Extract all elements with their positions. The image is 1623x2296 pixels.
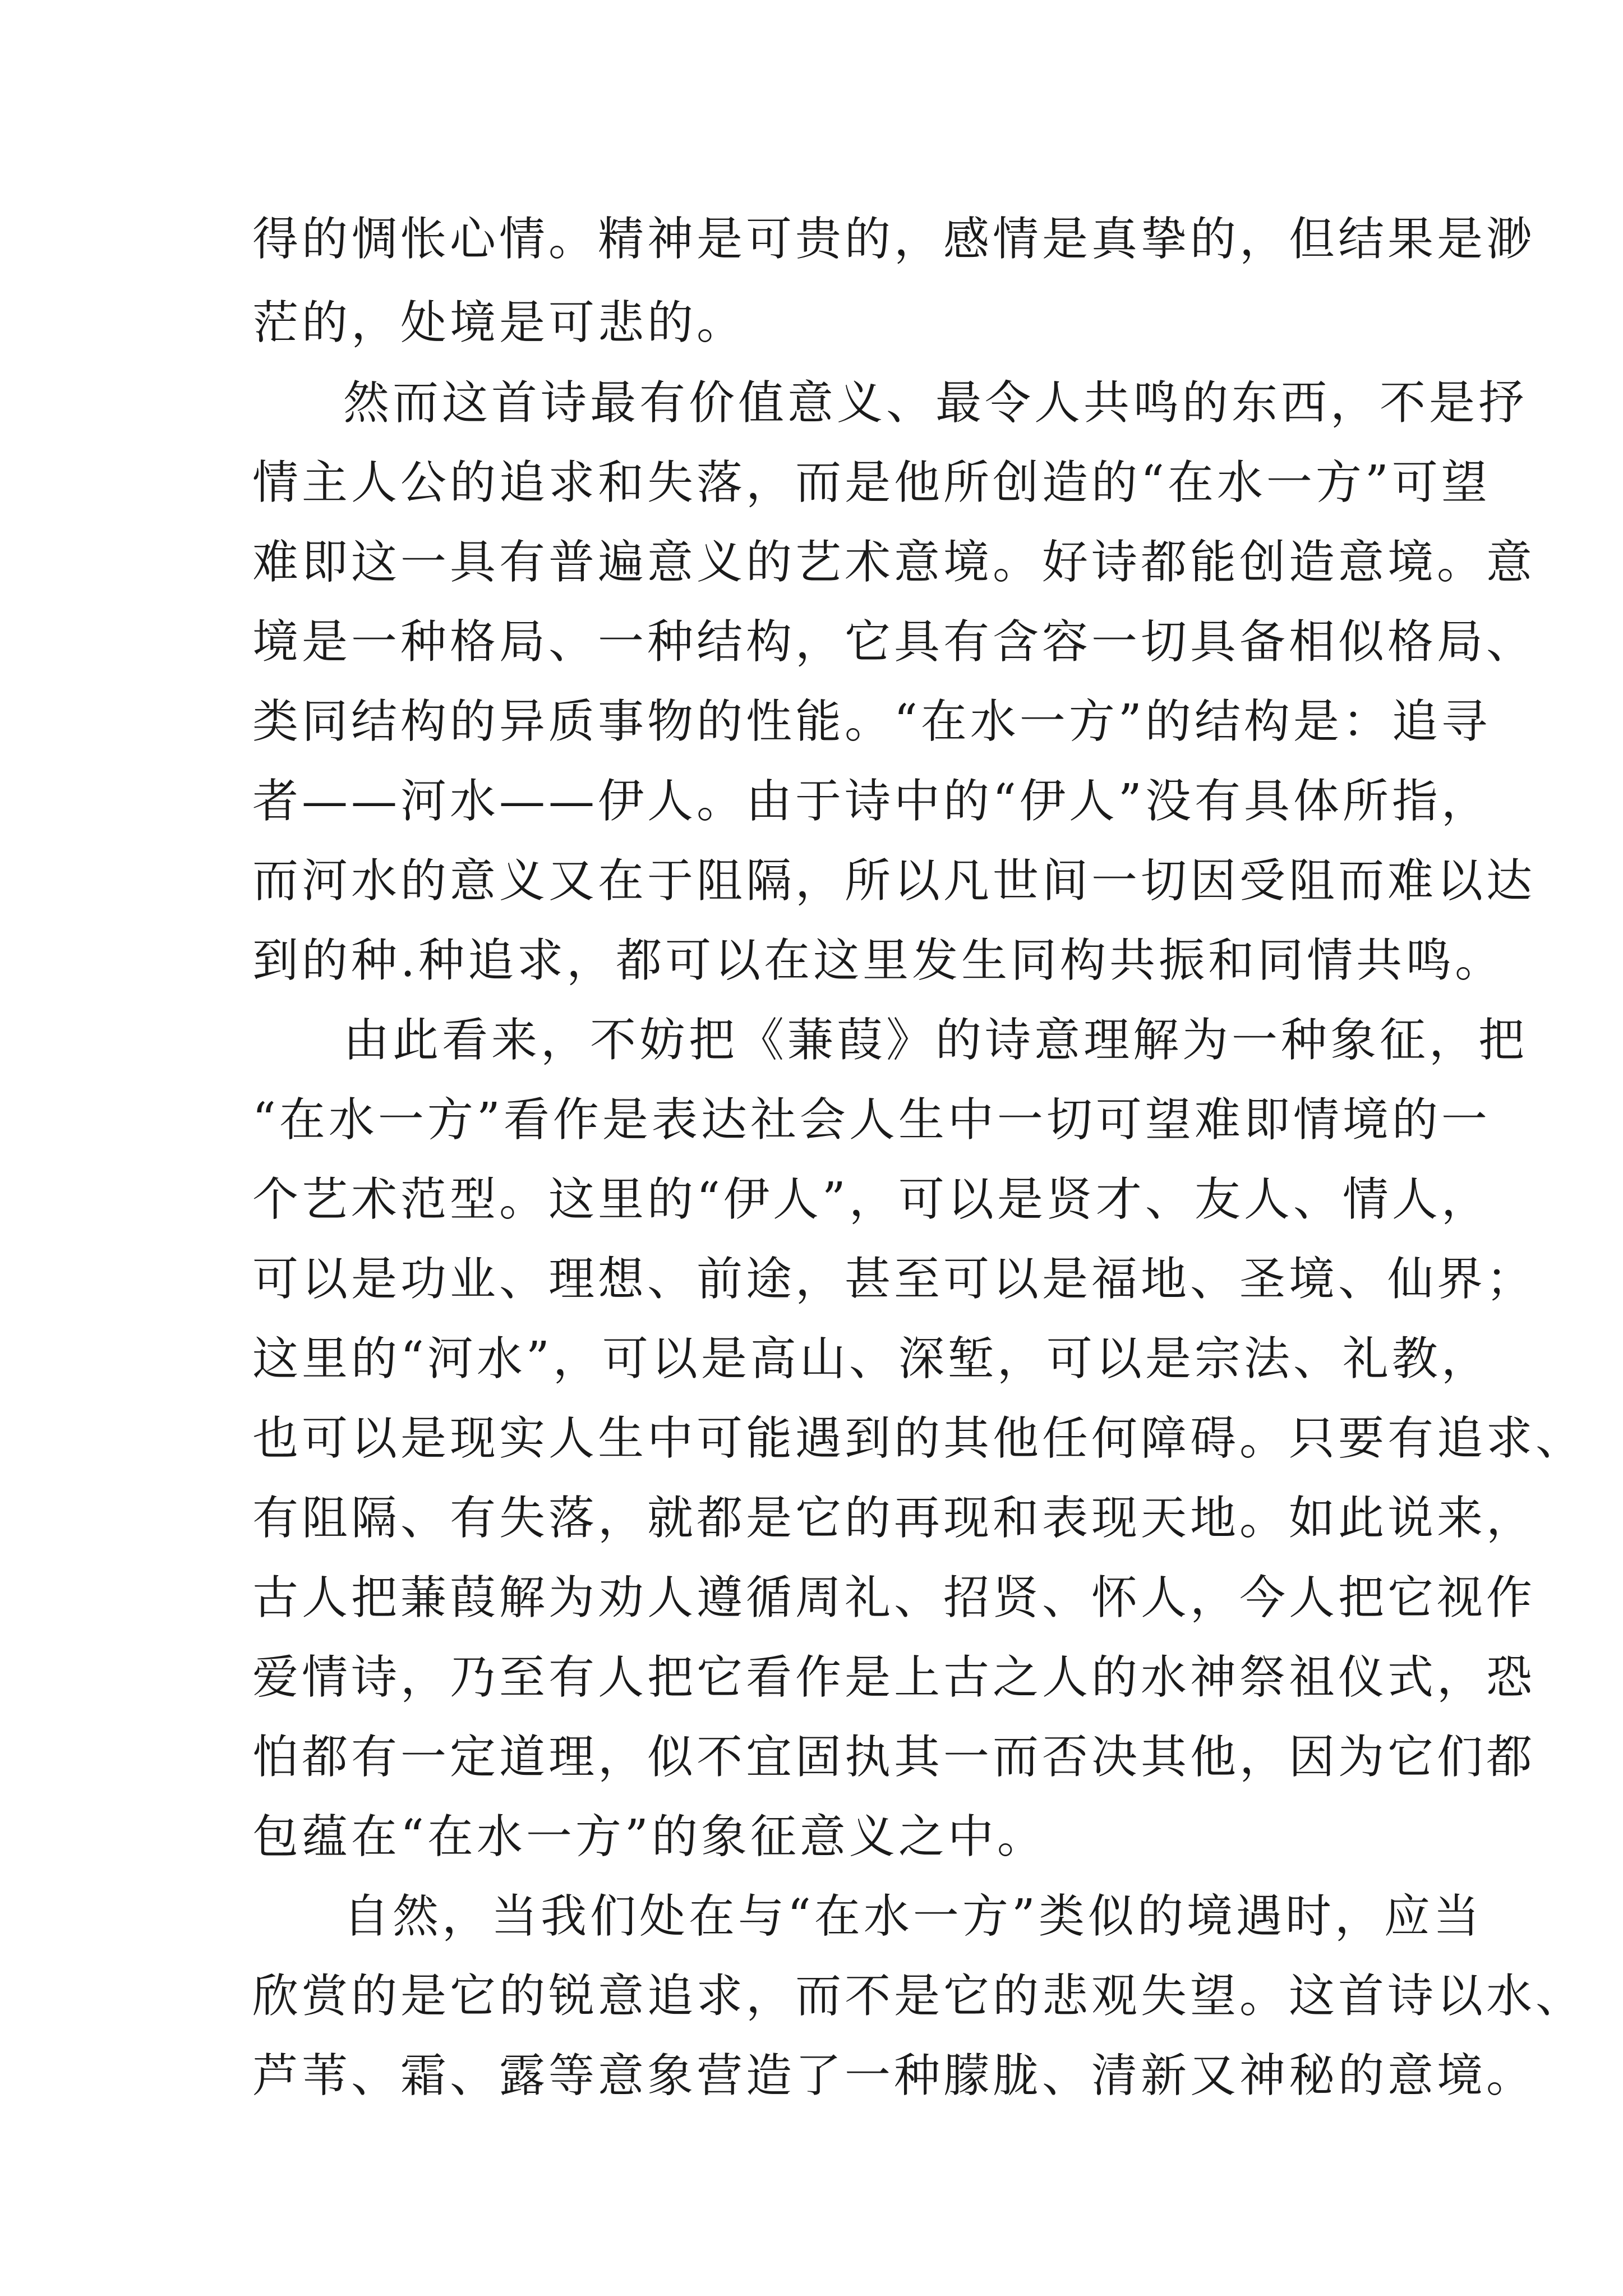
text-line: 到的种.种追求，都可以在这里发生同构共振和同情共鸣。 bbox=[252, 934, 1505, 987]
text-line: 这里的“河水”，可以是高山、深堑，可以是宗法、礼教， bbox=[252, 1332, 1491, 1386]
text-line: 包蕴在“在水一方”的象征意义之中。 bbox=[252, 1810, 1046, 1864]
paragraph-first-line: 由此看来，不妨把《蒹葭》的诗意理解为一种象征，把 bbox=[343, 1014, 1528, 1067]
text-line: 个艺术范型。这里的“伊人”，可以是贤才、友人、情人， bbox=[252, 1173, 1491, 1226]
text-line: 可以是功业、理想、前途，甚至可以是福地、圣境、仙界； bbox=[252, 1253, 1536, 1306]
paragraph-first-line: 然而这首诗最有价值意义、最令人共鸣的东西，不是抒 bbox=[343, 376, 1528, 430]
text-line: 也可以是现实人生中可能遇到的其他任何障碍。只要有追求、 bbox=[252, 1412, 1585, 1465]
text-line: 怕都有一定道理，似不宜固执其一而否决其他，因为它们都 bbox=[252, 1731, 1536, 1784]
text-line: 难即这一具有普遍意义的艺术意境。好诗都能创造意境。意 bbox=[252, 536, 1536, 589]
text-line: 得的惆怅心情。精神是可贵的，感情是真挚的，但结果是渺 bbox=[252, 213, 1536, 266]
text-line: 欣赏的是它的锐意追求，而不是它的悲观失望。这首诗以水、 bbox=[252, 1970, 1585, 2023]
text-line: 者——河水——伊人。由于诗中的“伊人”没有具体所指， bbox=[252, 775, 1491, 828]
paragraph-first-line: 自然，当我们处在与“在水一方”类似的境遇时，应当 bbox=[343, 1890, 1483, 1943]
text-line: 有阻隔、有失落，就都是它的再现和表现天地。如此说来， bbox=[252, 1492, 1536, 1545]
text-line: 爱情诗，乃至有人把它看作是上古之人的水神祭祖仪式，恐 bbox=[252, 1651, 1536, 1704]
text-line: “在水一方”看作是表达社会人生中一切可望难即情境的一 bbox=[252, 1093, 1491, 1147]
text-line: 情主人公的追求和失落，而是他所创造的“在水一方”可望 bbox=[252, 456, 1491, 509]
text-line: 而河水的意义又在于阻隔，所以凡世间一切因受阻而难以达 bbox=[252, 854, 1536, 908]
text-line: 境是一种格局、一种结构，它具有含容一切具备相似格局、 bbox=[252, 615, 1536, 669]
text-line: 类同结构的异质事物的性能。“在水一方”的结构是：追寻 bbox=[252, 695, 1491, 748]
text-line: 芦苇、霜、露等意象营造了一种朦胧、清新又神秘的意境。 bbox=[252, 2049, 1536, 2102]
text-line: 茫的，处境是可悲的。 bbox=[252, 296, 746, 349]
text-line: 古人把蒹葭解为劝人遵循周礼、招贤、怀人，今人把它视作 bbox=[252, 1571, 1536, 1625]
